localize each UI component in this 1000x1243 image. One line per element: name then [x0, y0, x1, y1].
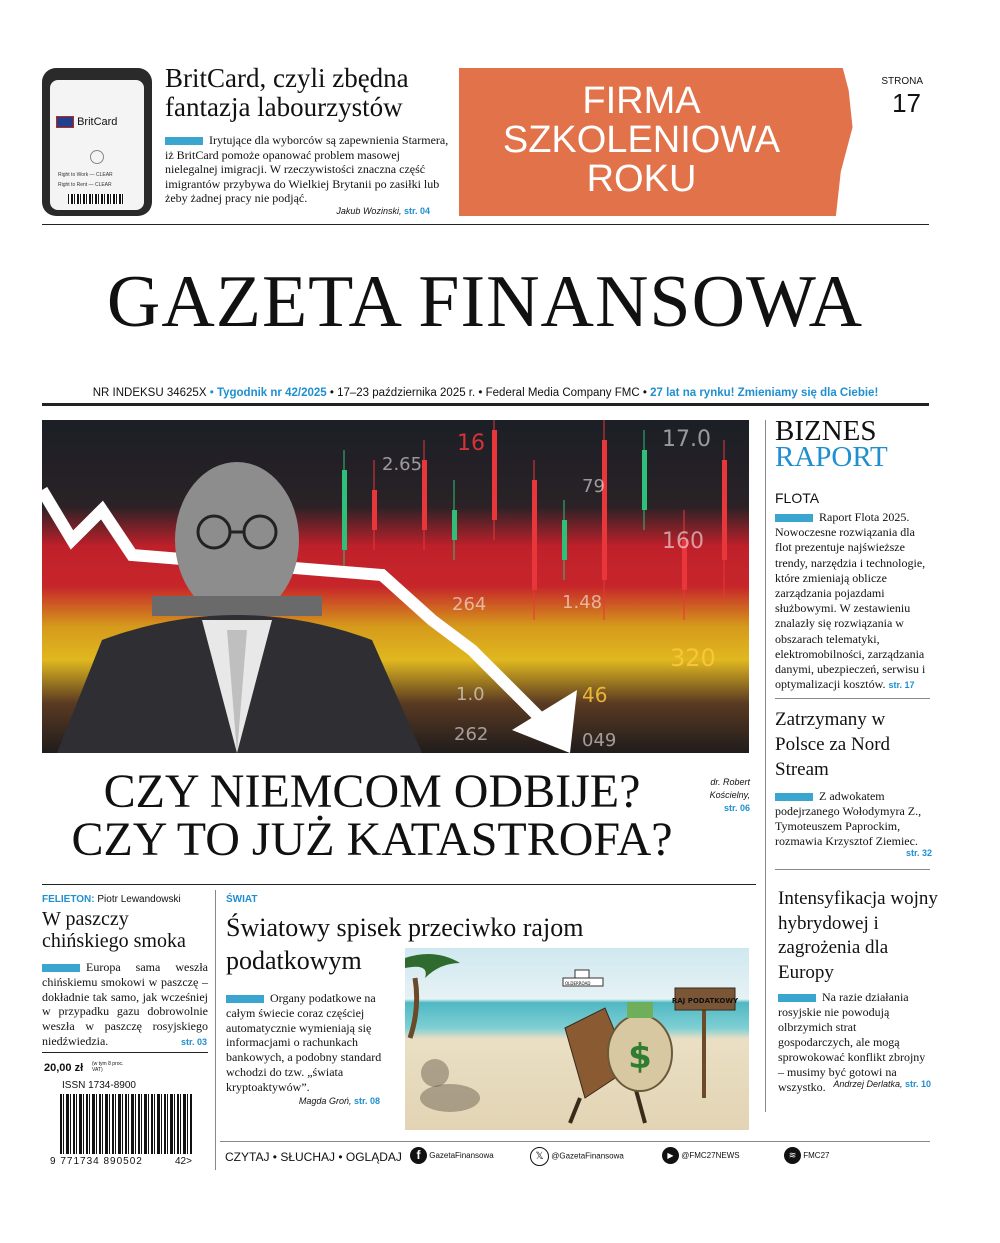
tax-haven-illustration[interactable] — [405, 948, 749, 1130]
nord-byline — [775, 848, 932, 858]
boat — [563, 970, 603, 986]
phone-line-1: Right to Work — CLEAR — [58, 172, 113, 178]
hero-divider — [42, 884, 756, 885]
britcard-lead: Irytujące dla wyborców są zapewnienia Starmera, iż BritCard pomoże opanować problem masowej nielegalnej imigracji. W rzeczywistości znaczna część imigrantów przybywa do Wielkiej Brytanii po zasiłki lub żeby żadnej pracy nie podjąć. — [165, 133, 449, 205]
svg-text:46: 46 — [582, 683, 608, 707]
feuilleton-headline[interactable]: W paszczy chińskiego smoka — [42, 908, 186, 952]
lead-bar — [226, 995, 264, 1003]
issue-line: NR INDEKSU 34625X • Tygodnik nr 42/2025 • 17–23 października 2025 r. • Federal Media Company FMC • 27 lat na rynku! Zmieniamy się dla Ciebie! — [92, 387, 879, 399]
youtube-icon: ▶ — [662, 1147, 679, 1164]
feuilleton-page-ref[interactable]: str. 03 — [180, 1037, 207, 1047]
sidebar-divider-1 — [775, 698, 930, 699]
svg-text:16: 16 — [457, 431, 485, 456]
lead-bar — [42, 964, 80, 972]
world-text: Organy podatkowe na całym świecie coraz częściej automatycznie wymieniają się informacjami o rachunkach bankowych, a podobny standard wchodzi do tzw. „świata kryptoaktywów”. — [226, 991, 382, 1094]
flota-text: Raport Flota 2025. Nowoczesne rozwiązania dla flot prezentuje najświeższe trendy, narzędzia i technologie, które zmieniają oblicze zarządzania pojazdami służbowymi. W zestawieniu znalazły się rozwiązania w obszarach telematyki, elektromobilności, zarządzania danymi, ubezpieczeń, serwisu i optymalizacji kosztów. str. 17 — [775, 510, 926, 692]
svg-text:320: 320 — [670, 644, 716, 672]
portrait — [57, 462, 422, 753]
svg-text:049: 049 — [582, 730, 617, 751]
hero-image[interactable] — [42, 420, 749, 753]
britcard-byline: Jakub Wozinski, str. 04 — [336, 206, 430, 216]
svg-text:RAJ PODATKOWY: RAJ PODATKOWY — [671, 997, 739, 1005]
hero-page-ref[interactable]: str. 06 — [723, 803, 750, 813]
svg-text:OLDERROAD: OLDERROAD — [565, 981, 591, 986]
footer-slogan: CZYTAJ • SŁUCHAJ • OGLĄDAJ — [225, 1150, 402, 1164]
promo-page-label: STRONA — [881, 76, 923, 87]
promo-page-number: 17 — [892, 88, 921, 118]
flota-page-ref[interactable]: str. 17 — [888, 680, 915, 691]
britcard-phone-image — [42, 68, 152, 216]
world-page-ref[interactable]: str. 08 — [353, 1096, 380, 1106]
shadow — [420, 1059, 480, 1112]
phone-line-2: Right to Rent — CLEAR — [58, 182, 112, 188]
sidebar-divider-2 — [775, 869, 930, 870]
nord-page-ref[interactable]: str. 32 — [905, 848, 932, 858]
spotify-icon: ≋ — [784, 1147, 801, 1164]
barcode-addon: 42> — [175, 1156, 192, 1167]
price: 20,00 zł — [44, 1062, 84, 1074]
x-icon: 𝕏 — [530, 1147, 549, 1166]
feuilleton-byline — [42, 1037, 207, 1047]
britcard-headline[interactable]: BritCard, czyli zbędna fantazja labourzystów — [165, 63, 409, 122]
chart-numbers — [382, 427, 716, 751]
world-byline: Magda Groń, str. 08 — [298, 1096, 380, 1106]
britcard-page-ref[interactable]: str. 04 — [403, 206, 430, 216]
palm-tree — [405, 954, 460, 1038]
issn: ISSN 1734-8900 — [62, 1080, 136, 1091]
column-rule — [215, 890, 216, 1170]
svg-text:1.48: 1.48 — [562, 592, 603, 613]
svg-text:264: 264 — [452, 594, 487, 615]
facebook-link[interactable]: f GazetaFinansowa — [410, 1147, 494, 1165]
user-icon — [90, 150, 104, 164]
promo-box[interactable] — [459, 68, 929, 216]
uk-flag-icon — [56, 116, 74, 128]
promo-title: FIRMA SZKOLENIOWA ROKU — [502, 80, 781, 200]
svg-text:79: 79 — [582, 476, 605, 497]
svg-text:1.0: 1.0 — [456, 684, 485, 705]
masthead-rule — [42, 403, 929, 406]
svg-text:160: 160 — [662, 529, 704, 554]
world-label: ŚWIAT — [226, 894, 258, 905]
footer-rule — [220, 1141, 930, 1142]
lead-bar — [775, 514, 813, 522]
spotify-link[interactable]: ≋ FMC27 — [784, 1147, 829, 1165]
hero-headline[interactable]: CZY NIEMCOM ODBIJE? CZY TO JUŻ KATASTROFA? — [71, 765, 673, 866]
hybrid-byline: Andrzej Derlatka, str. 10 — [833, 1079, 931, 1089]
lead-bar — [165, 137, 203, 145]
feuilleton-text: Europa sama weszła chińskiemu smokowi w paszczę – dokładnie tak samo, jak wcześniej w przypadku gazu dobrowolnie weszła w paszczę rosyjskiego niedźwiedzia. — [42, 960, 208, 1048]
sidebar-vertical-rule — [765, 420, 766, 1112]
svg-text:17.0: 17.0 — [662, 427, 711, 452]
money-bag-icon — [608, 1002, 672, 1091]
sign — [672, 988, 739, 1098]
facebook-icon: f — [410, 1147, 427, 1164]
youtube-link[interactable]: ▶ @FMC27NEWS — [662, 1147, 740, 1165]
price-vat: (w tym 8 proc. VAT) — [92, 1061, 124, 1073]
feuilleton-label: FELIETON: Piotr Lewandowski — [42, 894, 181, 905]
nord-stream-headline[interactable]: Zatrzymany w Polsce za Nord Stream — [775, 709, 891, 780]
nord-stream-text: Z adwokatem podejrzanego Wołodymyra Z., Tymoteuszem Paprockim, rozmawia Krzysztof Ziemiec. — [775, 789, 922, 848]
masthead-title[interactable]: GAZETA FINANSOWA — [106, 261, 864, 343]
phone-barcode — [68, 194, 124, 204]
hybrid-war-headline[interactable]: Intensyfikacja wojny hybrydowej i zagrożenia dla Europy — [778, 888, 938, 983]
svg-text:2.65: 2.65 — [382, 454, 423, 475]
lead-bar — [775, 793, 813, 801]
feuilleton-rule — [42, 1052, 208, 1053]
svg-text:262: 262 — [454, 724, 489, 745]
barcode — [60, 1094, 192, 1154]
top-divider — [42, 224, 929, 225]
hybrid-war-text: Na razie działania rosyjskie nie powodują olbrzymich strat gospodarczych, ale mogą sprowokować konflikt zbrojny – musimy być gotowi na wszystko. — [778, 990, 926, 1094]
flota-label: FLOTA — [775, 490, 820, 506]
svg-text:$: $ — [628, 1037, 652, 1077]
barcode-digits: 9 771734 890502 — [50, 1156, 143, 1167]
biznes-raport-logo[interactable]: BIZNES RAPORT — [775, 415, 888, 473]
world-headline[interactable]: Światowy spisek przeciwko rajom podatkowym — [226, 913, 584, 975]
phone-brand: BritCard — [77, 116, 118, 128]
hero-byline: dr. Robert Kościelny, str. 06 — [709, 777, 750, 813]
hybrid-page-ref[interactable]: str. 10 — [904, 1079, 931, 1089]
x-link[interactable]: 𝕏 @GazetaFinansowa — [530, 1147, 624, 1166]
lead-bar — [778, 994, 816, 1002]
